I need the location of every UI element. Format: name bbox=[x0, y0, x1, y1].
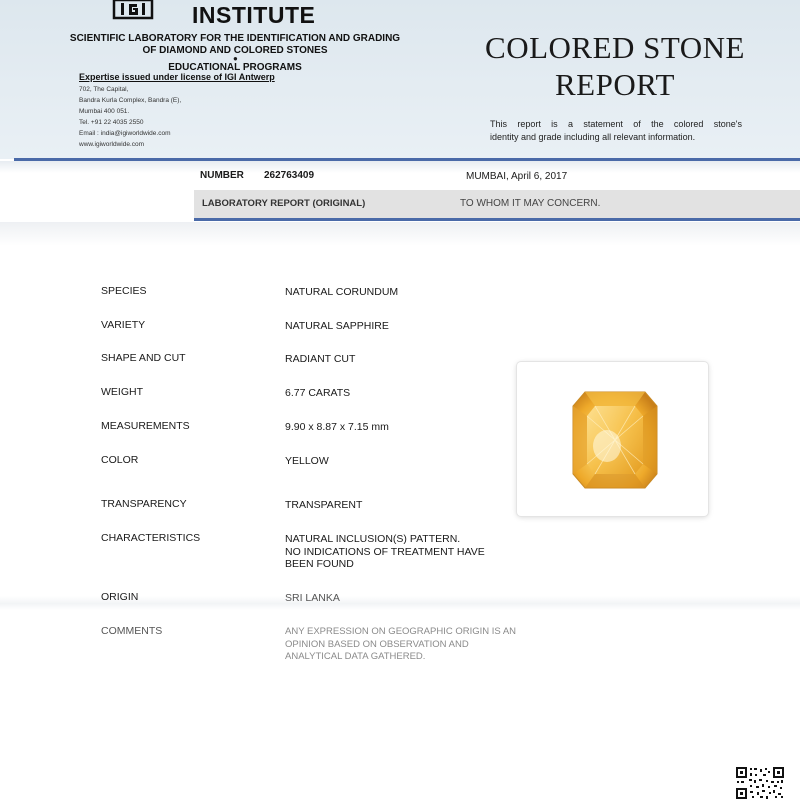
comments-value bbox=[285, 626, 516, 664]
report-title-line1: COLORED STONE bbox=[485, 30, 745, 65]
color-value: YELLOW bbox=[285, 455, 329, 467]
lab-report-type: LABORATORY REPORT (ORIGINAL) bbox=[202, 198, 366, 209]
report-number: 262763409 bbox=[264, 170, 315, 181]
address-line: Bandra Kurla Complex, Bandra (E), bbox=[79, 97, 182, 104]
weight-value: 6.77 CARATS bbox=[285, 387, 351, 399]
gem-photo-card bbox=[517, 362, 708, 516]
variety-value: NATURAL SAPPHIRE bbox=[285, 320, 389, 332]
characteristics-line: NO INDICATIONS OF TREATMENT HAVE bbox=[285, 545, 485, 558]
report-place-date: MUMBAI, April 6, 2017 bbox=[466, 171, 568, 182]
bullet-dot-icon: ● bbox=[233, 54, 238, 63]
characteristics-label: CHARACTERISTICS bbox=[101, 532, 201, 544]
comments-label: COMMENTS bbox=[101, 625, 163, 637]
characteristics-line: NATURAL INCLUSION(S) PATTERN. bbox=[285, 533, 461, 545]
institute-name: INSTITUTE bbox=[192, 2, 316, 28]
measurements-value: 9.90 x 8.87 x 7.15 mm bbox=[285, 421, 389, 433]
comments-line: OPINION BASED ON OBSERVATION AND bbox=[285, 638, 469, 650]
transparency-label: TRANSPARENCY bbox=[101, 498, 187, 510]
report-description-line1: This report is a statement of the colored stone's bbox=[490, 119, 742, 129]
species-label: SPECIES bbox=[101, 285, 147, 297]
comments-line: ANALYTICAL DATA GATHERED. bbox=[285, 651, 426, 662]
transparency-value: TRANSPARENT bbox=[285, 499, 363, 511]
qr-code-icon bbox=[735, 766, 785, 800]
lab-description-line2: OF DIAMOND AND COLORED STONES bbox=[142, 45, 328, 56]
website-line: www.igiworldwide.com bbox=[79, 141, 145, 148]
origin-value: SRI LANKA bbox=[285, 592, 340, 604]
weight-label: WEIGHT bbox=[101, 386, 143, 398]
email-line: Email : india@igiworldwide.com bbox=[79, 130, 171, 137]
phone-line: Tel. +91 22 4035 2550 bbox=[79, 119, 144, 126]
lab-description-line3: EDUCATIONAL PROGRAMS bbox=[168, 62, 302, 73]
lab-bar-divider bbox=[194, 218, 800, 221]
lab-description-line1: SCIENTIFIC LABORATORY FOR THE IDENTIFICATION AND GRADING bbox=[69, 33, 401, 44]
igi-logo-icon bbox=[112, 0, 154, 20]
paper-fold-shadow bbox=[0, 222, 800, 246]
license-note: Expertise issued under license of IGI Antwerp bbox=[79, 72, 275, 82]
report-description-line2: identity and grade including all relevant information. bbox=[490, 132, 696, 142]
addressee: TO WHOM IT MAY CONCERN. bbox=[460, 198, 601, 209]
origin-label: ORIGIN bbox=[101, 591, 139, 603]
species-value: NATURAL CORUNDUM bbox=[285, 286, 399, 298]
yellow-sapphire-gem-image bbox=[571, 390, 659, 490]
measurements-label: MEASUREMENTS bbox=[101, 420, 190, 432]
address-line: Mumbai 400 051. bbox=[79, 108, 130, 115]
report-number-label: NUMBER bbox=[200, 170, 244, 181]
color-label: COLOR bbox=[101, 454, 139, 466]
characteristics-value bbox=[285, 533, 485, 571]
report-title-line2: REPORT bbox=[555, 67, 675, 102]
variety-label: VARIETY bbox=[101, 319, 146, 331]
comments-line: ANY EXPRESSION ON GEOGRAPHIC ORIGIN IS AN bbox=[285, 626, 517, 637]
address-line: 702, The Capital, bbox=[79, 86, 129, 93]
header-shadow bbox=[0, 161, 800, 173]
shape-label: SHAPE AND CUT bbox=[101, 352, 186, 364]
characteristics-line: BEEN FOUND bbox=[285, 558, 354, 570]
shape-value: RADIANT CUT bbox=[285, 353, 356, 365]
